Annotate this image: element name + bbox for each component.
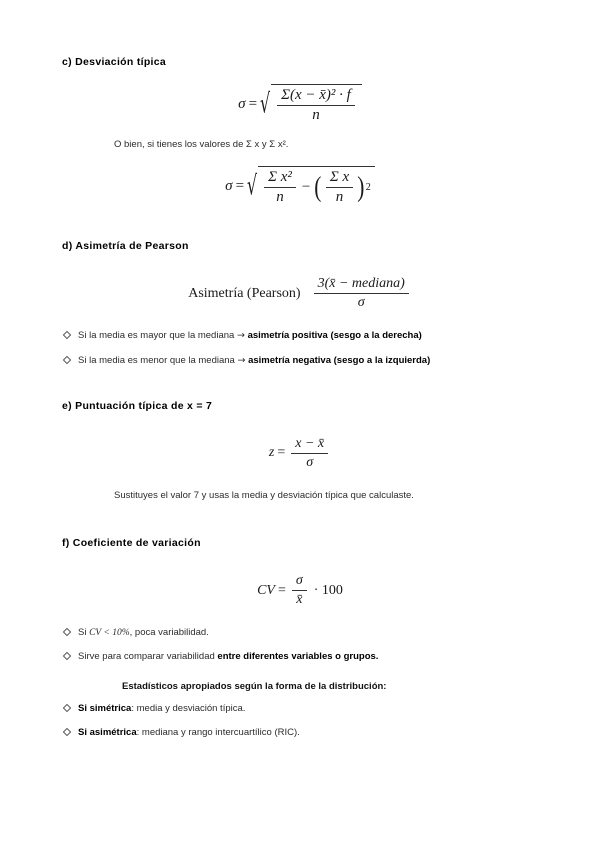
section-heading-e: e) Puntuación típica de x = 7 <box>62 399 213 412</box>
formula2-term2-numerator: Σ x <box>326 169 353 188</box>
bullet-icon <box>63 628 71 636</box>
bullet-text-plain: : media y desviación típica. <box>131 702 246 714</box>
z-numerator: x − x̄ <box>291 436 328 454</box>
section-asimetria-pearson <box>62 240 538 368</box>
list-item <box>62 354 538 368</box>
list-item <box>62 726 538 740</box>
section-heading-f: f) Coeficiente de variación <box>62 537 201 549</box>
note-puntuacion-tipica: Sustituyes el valor 7 y usas la media y desviación típica que calculaste. <box>114 489 414 501</box>
cv-numerator: σ <box>292 573 307 591</box>
formula-lhs-z: z <box>268 445 275 461</box>
radical-icon: √ <box>247 169 258 202</box>
subheading-estadisticos: Estadísticos apropiados según la forma de la distribución: <box>122 680 387 692</box>
bullet-icon <box>63 652 71 660</box>
formula-equals: = <box>248 95 258 112</box>
bullet-text-bold: Si simétrica <box>78 702 132 714</box>
bullet-text-plain: Sirve para comparar variabilidad <box>78 651 218 663</box>
bullet-icon <box>63 355 71 363</box>
formula-coeficiente-variacion <box>62 573 538 608</box>
z-denominator: σ <box>306 454 314 470</box>
cv-tail: · 100 <box>313 582 343 598</box>
asimetria-numerator: 3(x̄ − mediana) <box>314 276 409 294</box>
bullet-text-plain: Si la media es mayor que la mediana <box>78 330 237 342</box>
section-puntuacion-tipica <box>62 400 538 503</box>
list-item <box>62 650 538 664</box>
section-heading-c: c) Desviación típica <box>62 56 167 68</box>
section-desviacion-tipica <box>62 56 538 206</box>
bullet-list-asimetria <box>62 329 538 368</box>
list-item <box>62 626 538 640</box>
bullet-math: CV < 10% <box>89 628 130 638</box>
bullet-text-plain-after: , poca variabilidad. <box>129 627 209 638</box>
paren-close: ) <box>357 171 365 203</box>
formula-desviacion-tipica-1 <box>62 84 538 124</box>
formula2-equals: = <box>235 177 245 194</box>
note-sumatorios: O bien, si tienes los valores de Σ x y Σ x². <box>114 139 289 150</box>
formula-label-asimetria: Asimetría (Pearson) <box>188 285 301 301</box>
arrow-icon: → <box>237 354 246 366</box>
formula2-term2-denominator: n <box>335 189 344 206</box>
bullet-list-distribucion <box>62 702 538 741</box>
paren-open: ( <box>314 171 322 203</box>
bullet-icon <box>63 728 71 736</box>
bullet-icon <box>63 331 71 339</box>
formula2-minus: − <box>301 179 311 196</box>
bullet-text-plain: : mediana y rango intercuartílico (RIC). <box>136 726 300 738</box>
bullet-list-cv <box>62 626 538 665</box>
formula-equals: = <box>277 445 286 461</box>
bullet-text-bold: asimetría positiva (sesgo a la derecha) <box>247 330 422 342</box>
formula2-lhs-sigma: σ <box>225 177 233 194</box>
formula-numerator: Σ(x − x̄)² · f <box>277 87 355 106</box>
bullet-text-plain: Si <box>78 627 90 638</box>
formula2-exponent: 2 <box>365 182 371 194</box>
formula2-term1-denominator: n <box>276 189 284 206</box>
list-item <box>62 329 538 343</box>
asimetria-denominator: σ <box>357 295 365 311</box>
formula2-term1-numerator: Σ x² <box>264 169 296 188</box>
bullet-text-bold: entre diferentes variables o grupos. <box>217 651 379 663</box>
bullet-text-bold: Si asimétrica <box>78 726 137 738</box>
arrow-icon: → <box>236 330 245 342</box>
formula-desviacion-tipica-2 <box>62 166 538 206</box>
cv-denominator: x̄ <box>296 592 303 607</box>
bullet-text-plain: Si la media es menor que la mediana <box>78 354 238 366</box>
formula-equals: = <box>277 582 286 598</box>
formula-lhs-sigma: σ <box>238 95 246 112</box>
section-heading-d: d) Asimetría de Pearson <box>62 240 189 253</box>
bullet-text-bold: asimetría negativa (sesgo a la izquierda) <box>248 354 431 366</box>
section-coeficiente-variacion <box>62 537 538 740</box>
formula-asimetria-pearson <box>62 276 538 311</box>
list-item <box>62 702 538 716</box>
radical-icon: √ <box>260 87 271 120</box>
formula-lhs-cv: CV <box>257 582 275 598</box>
formula-puntuacion-tipica <box>62 436 538 471</box>
formula-denominator: n <box>312 107 320 123</box>
bullet-icon <box>63 703 71 711</box>
